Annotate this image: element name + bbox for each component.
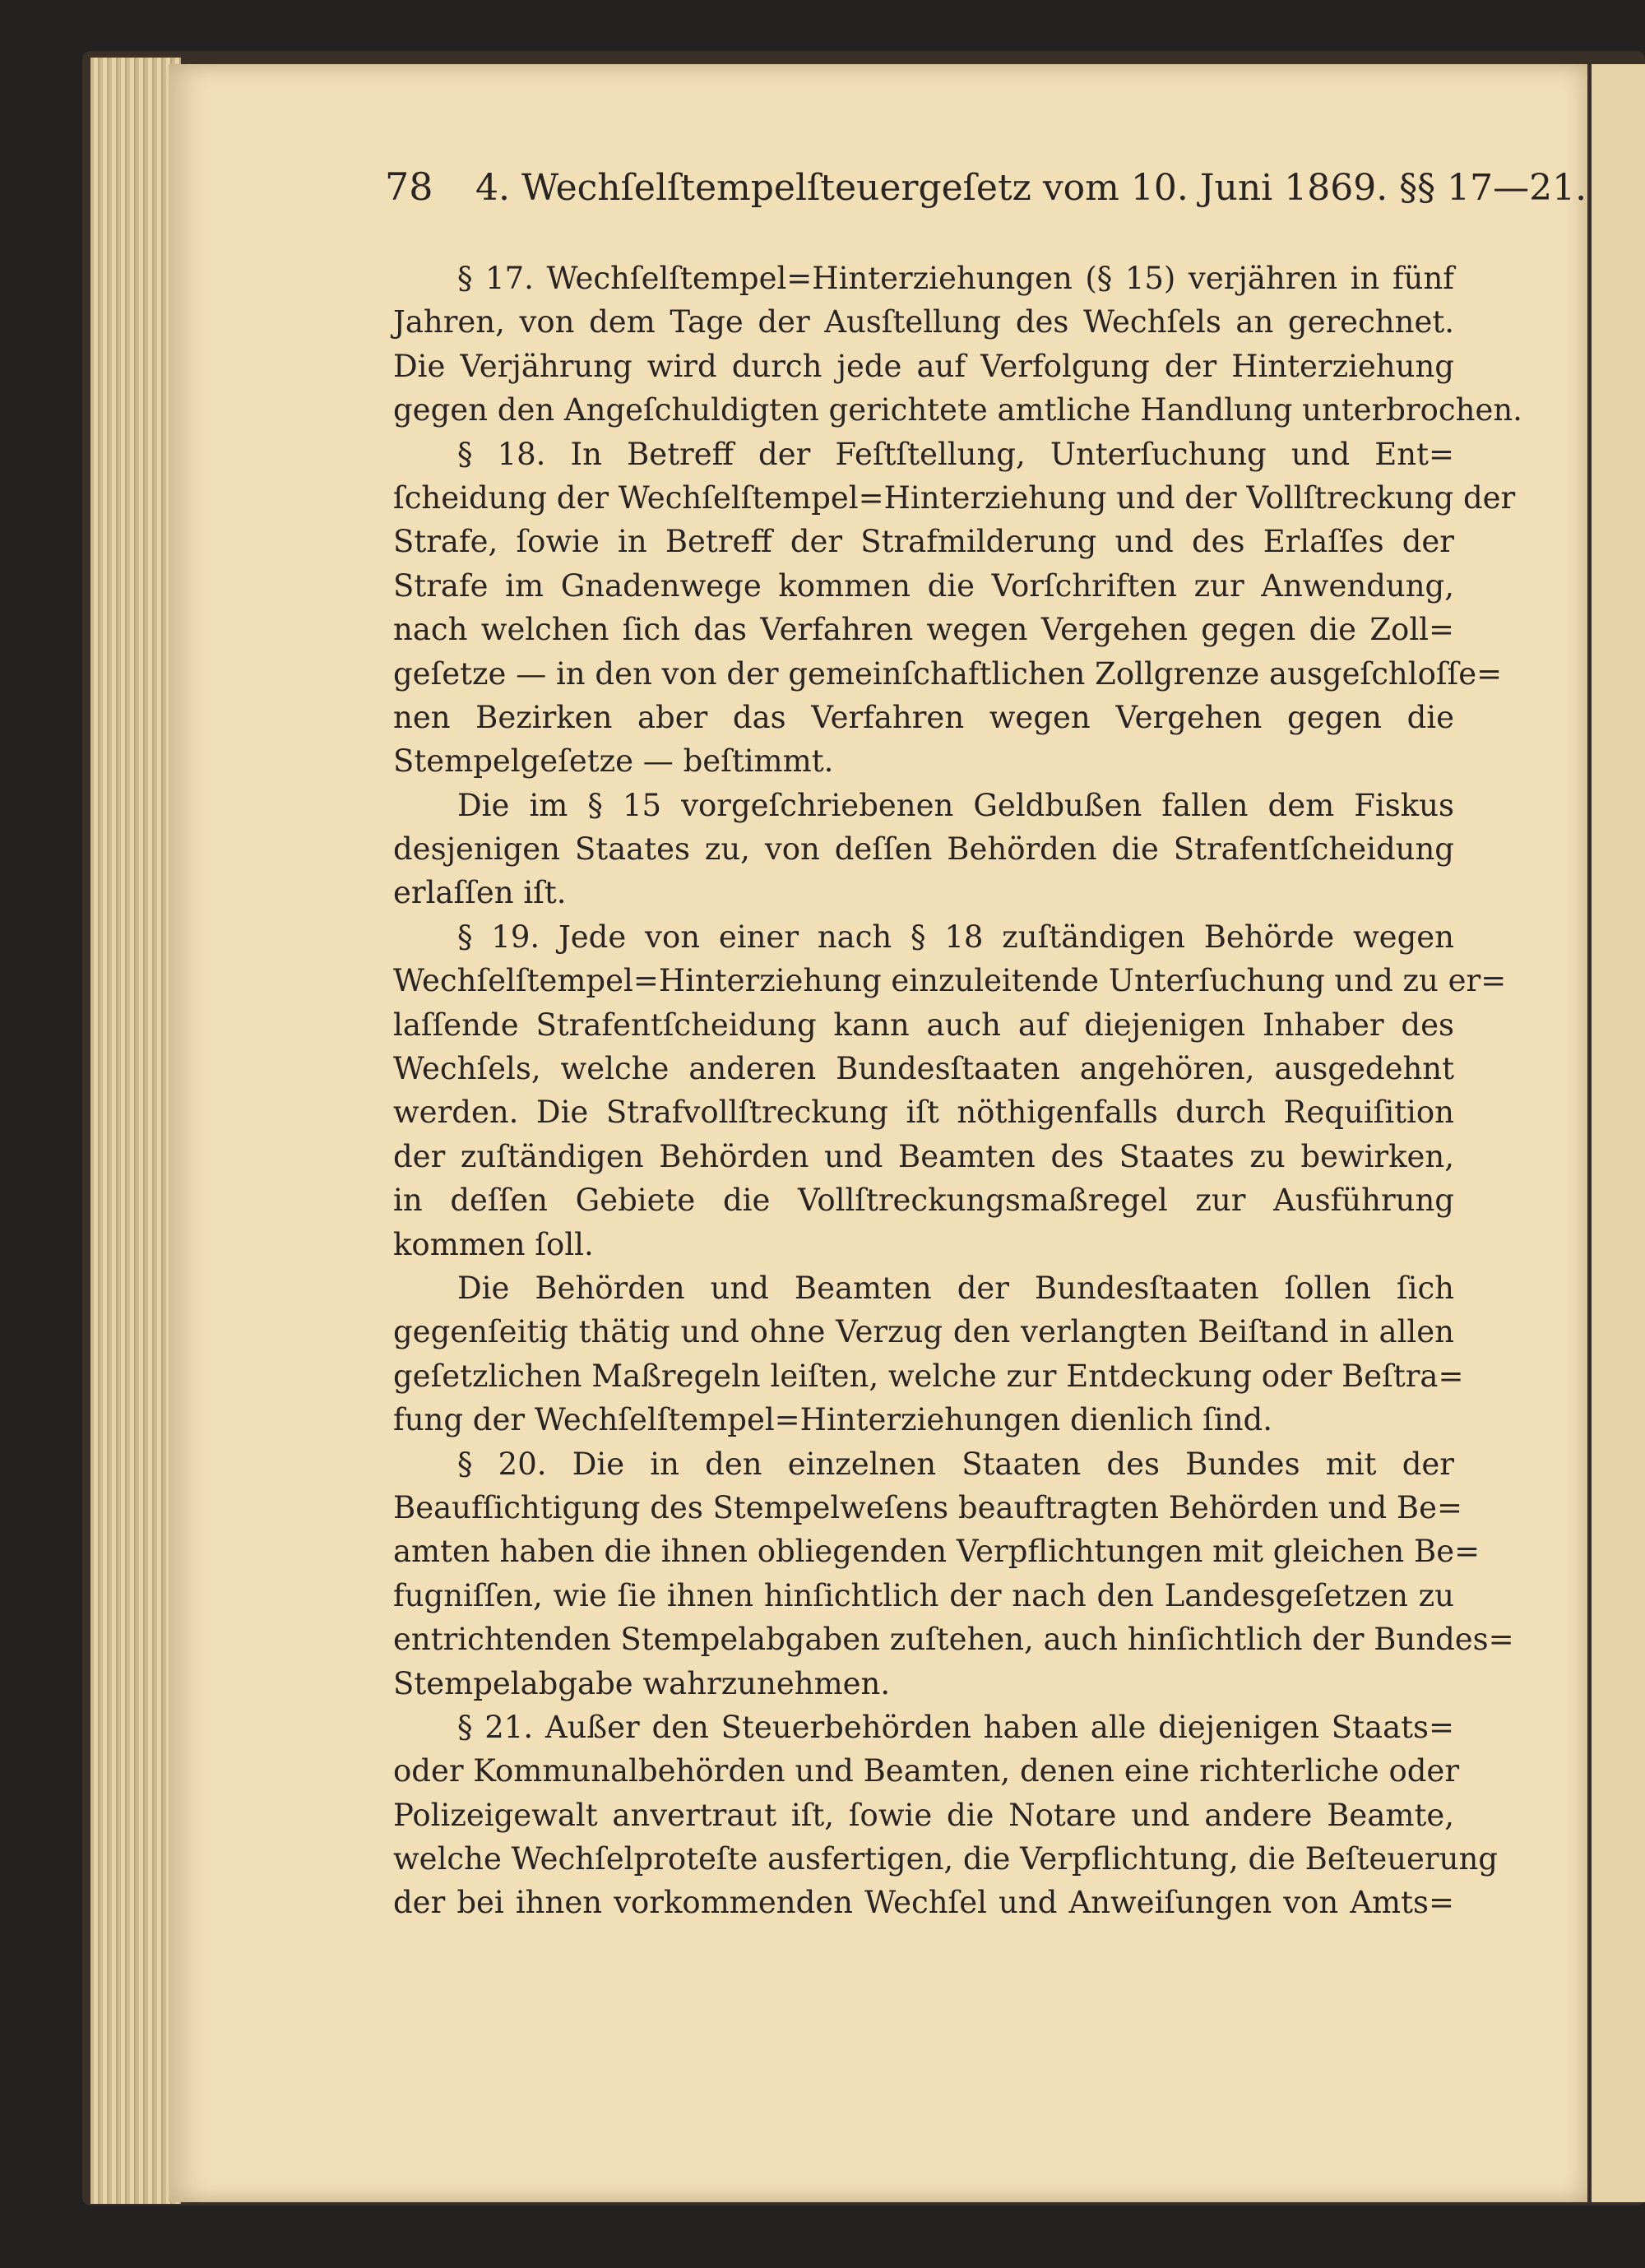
text-line: Wechſels, welche anderen Bundesſtaaten angehören, ausgedehnt <box>393 1051 1454 1087</box>
text-line: Strafe im Gnadenwege kommen die Vorſchriften zur Anwendung, <box>393 567 1454 604</box>
text-line: Polizeigewalt anvertraut iſt, ſowie die Notare und andere Beamte, <box>393 1797 1454 1833</box>
text-line: kommen ſoll. <box>393 1226 594 1262</box>
text-line: § 18. In Betreff der Feſtſtellung, Unterſuchung und Ent= <box>457 436 1454 472</box>
text-line: entrichtenden Stempelabgaben zuſtehen, auch hinſichtlich der Bundes= <box>393 1622 1514 1658</box>
text-line: Jahren, von dem Tage der Ausſtellung des Wechſels an gerechnet. <box>393 304 1454 340</box>
text-line: in deſſen Gebiete die Vollſtreckungsmaßregel zur Ausführung <box>393 1183 1454 1219</box>
text-line: amten haben die ihnen obliegenden Verpflichtungen mit gleichen Be= <box>393 1534 1480 1570</box>
text-line: der zuſtändigen Behörden und Beamten des Staates zu bewirken, <box>393 1138 1454 1174</box>
text-line: Strafe, ſowie in Betreff der Strafmilderung und des Erlaſſes der <box>393 524 1454 560</box>
paragraph <box>393 257 1522 433</box>
text-line: Stempelgeſetze — beſtimmt. <box>393 743 834 780</box>
text-line: § 20. Die in den einzelnen Staaten des Bundes mit der <box>457 1446 1454 1482</box>
text-line: gegenſeitig thätig und ohne Verzug den verlangten Beiſtand in allen <box>393 1314 1454 1350</box>
text-line: nen Bezirken aber das Verfahren wegen Vergehen gegen die <box>393 699 1454 735</box>
paragraph <box>393 1442 1514 1706</box>
page-body-text <box>393 257 1522 1925</box>
text-line: § 17. Wechſelſtempel=Hinterziehungen (§ 15) verjähren in fünf <box>457 261 1454 296</box>
text-line: geſetze — in den von der gemeinſchaftlichen Zollgrenze ausgeſchloſſe= <box>393 655 1503 692</box>
text-line: desjenigen Staates zu, von deſſen Behörden die Strafentſcheidung <box>393 831 1454 868</box>
text-line: ſcheidung der Wechſelſtempel=Hinterziehung und der Vollſtreckung der <box>393 479 1516 516</box>
paragraph <box>393 784 1454 915</box>
text-line: Die Verjährung wird durch jede auf Verfolgung der Hinterziehung <box>393 348 1454 384</box>
page-number: 78 <box>385 164 433 209</box>
text-line: gegen den Angeſchuldigten gerichtete amtliche Handlung unterbrochen. <box>393 392 1522 428</box>
text-line: geſetzlichen Maßregeln leiſten, welche zur Entdeckung oder Beſtra= <box>393 1358 1464 1394</box>
text-line: § 19. Jede von einer nach § 18 zuſtändigen Behörde wegen <box>457 919 1454 955</box>
text-line: Wechſelſtempel=Hinterziehung einzuleitende Unterſuchung und zu er= <box>393 963 1507 999</box>
text-line: welche Wechſelproteſte ausfertigen, die Verpflichtung, die Beſteuerung <box>393 1841 1498 1877</box>
paragraph <box>393 1266 1464 1442</box>
text-line: laſſende Strafentſcheidung kann auch auf diejenigen Inhaber des <box>393 1007 1454 1043</box>
paragraph <box>393 915 1507 1266</box>
text-line: fung der Wechſelſtempel=Hinterziehungen dienlich ſind. <box>393 1402 1272 1438</box>
text-line: Die Behörden und Beamten der Bundesſtaaten ſollen ſich <box>457 1270 1454 1306</box>
text-line: fugniſſen, wie ſie ihnen hinſichtlich der nach den Landesgeſetzen zu <box>393 1577 1454 1613</box>
running-title: 4. Wechſelſtempelſteuergeſetz vom 10. Juni 1869. §§ 17—21. <box>475 167 1587 209</box>
adjacent-page-edge <box>1592 64 1645 2202</box>
text-line: Stempelabgabe wahrzunehmen. <box>393 1665 891 1701</box>
text-line: erlaſſen iſt. <box>393 875 567 911</box>
paragraph <box>393 1706 1498 1925</box>
text-line: nach welchen ſich das Verfahren wegen Vergehen gegen die Zoll= <box>393 612 1454 648</box>
paragraph <box>393 433 1516 784</box>
text-line: werden. Die Strafvollſtreckung iſt nöthigenfalls durch Requiſition <box>393 1095 1454 1131</box>
page-edges <box>90 58 181 2204</box>
text-line: der bei ihnen vorkommenden Wechſel und Anweiſungen von Amts= <box>393 1885 1454 1921</box>
text-line: § 21. Außer den Steuerbehörden haben alle diejenigen Staats= <box>457 1709 1454 1745</box>
text-line: oder Kommunalbehörden und Beamten, denen eine richterliche oder <box>393 1753 1460 1789</box>
text-line: Die im § 15 vorgeſchriebenen Geldbußen fallen dem Fiskus <box>457 787 1454 823</box>
running-header <box>385 164 1587 209</box>
text-line: Beaufſichtigung des Stempelweſens beauftragten Behörden und Be= <box>393 1489 1462 1525</box>
